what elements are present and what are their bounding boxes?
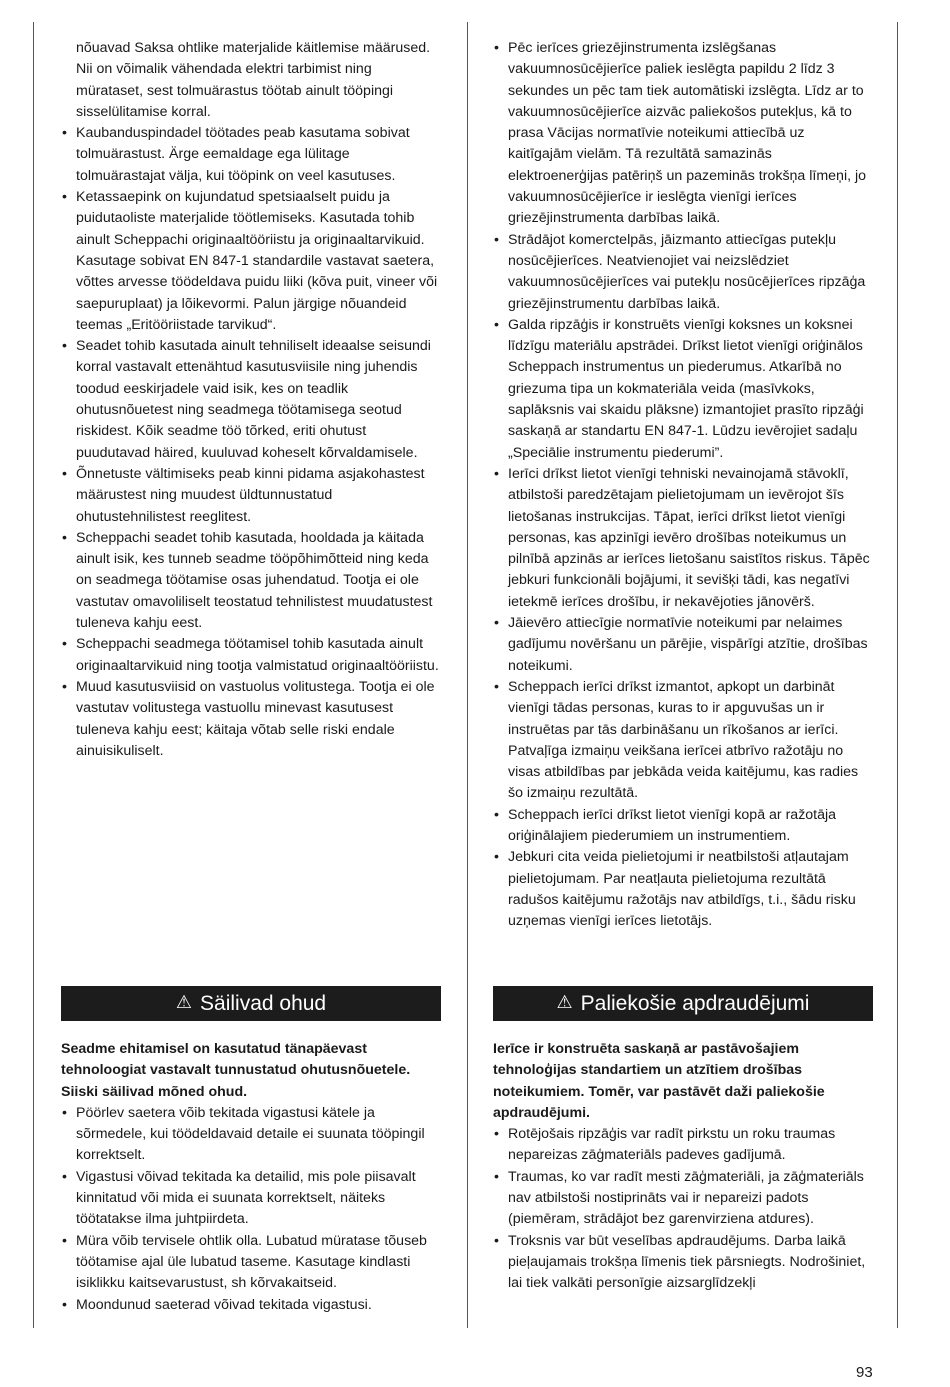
residual-risks-section-lv bbox=[493, 986, 873, 1295]
left-bullet-list bbox=[61, 123, 441, 762]
list-item: • Scheppachi seadmega töötamisel tohib kasutada ainult originaaltarvikuid ning tootja valmistatud originaaltööriistu. bbox=[61, 634, 441, 677]
list-item: • Rotējošais ripzāģis var radīt pirkstu un roku traumas nepareizas zāģmateriāls padeves gadījumā. bbox=[493, 1124, 873, 1167]
list-item: • Pēc ierīces griezējinstrumenta izslēgšanas vakuumnosūcējierīce paliek ieslēgta papildu 2 līdz 3 sekundes un pēc tam tiek automātiski izslēgta. Līdz ar to vakuumnosūcējierīce aizvāc paliekošos putekļus, kā to prasa Vācijas normatīvie noteikumi attiecībā uz kaitīgajām vielām. Tā rezultātā samazinās elektroenerģijas patēriņš un pazeminās trokšņa līmeņi, jo vakuumnosūcējierīce ir ieslēgta vienīgi ierīces griezējinstrumenta darbības laikā. bbox=[493, 38, 873, 230]
column-rule-right bbox=[897, 22, 898, 1328]
right-bullet-list bbox=[493, 38, 873, 932]
continuation-paragraph: nõuavad Saksa ohtlike materjalide käitlemise määrused. Nii on võimalik vähendada elektri tarbimist ning mürataset, sest tolmuärastus töötab ainult tööpingi sisselülitamise korral. bbox=[76, 40, 431, 120]
list-item: • Moondunud saeterad võivad tekitada vigastusi. bbox=[61, 1295, 441, 1316]
list-item: • Scheppach ierīci drīkst izmantot, apkopt un darbināt vienīgi tādas personas, kuras to ir apguvušas un ir instruētas par tās darbināšanu un rīkošanos ar ierīci. Patvaļīga izmaiņu veikšana ierīcei atbrīvo ražotāju no visas atbildības par jebkāda veida kaitējumu, kas radies šo izmaiņu rezultātā. bbox=[493, 677, 873, 805]
residual-risk-list bbox=[61, 1103, 441, 1316]
list-item: • Ierīci drīkst lietot vienīgi tehniski nevainojamā stāvoklī, atbilstoši paredzētajam pielietojumam un ievērojot šīs lietošanas instrukcijas. Tāpat, ierīci drīkst lietot vienīgi personas, kas apzinīgi ievēro drošības noteikumus un pilnībā apzinās ar ierīces lietošanu saistītos riskus. Tāpēc jebkuri funkcionāli bojājumi, it sevišķi tādi, kas negatīvi ietekmē ierīces drošību, ir nekavējoties jānovērš. bbox=[493, 464, 873, 613]
list-item: • Troksnis var būt veselības apdraudējums. Darba laikā pieļaujamais trokšņa līmenis tiek pārsniegts. Nodrošiniet, lai tiek valkāti personīgie aizsarglīdzekļi bbox=[493, 1231, 873, 1295]
list-item: • Kaubanduspindadel töötades peab kasutama sobivat tolmuärastust. Ärge eemaldage ega lülitage tolmuärastajat välja, kui tööpink on veel kasutuses. bbox=[61, 123, 441, 187]
list-item: • Õnnetuste vältimiseks peab kinni pidama asjakohastest määrustest ning muudest üldtunnustatud ohutustehnilistest reeglitest. bbox=[61, 464, 441, 528]
section-intro: Ierīce ir konstruēta saskaņā ar pastāvošajiem tehnoloģijas standartiem un atzītiem drošības noteikumiem. Tomēr, var pastāvēt daži paliekošie apdraudējumi. bbox=[493, 1041, 825, 1121]
list-item: • Strādājot komerctelpās, jāizmanto attiecīgas putekļu nosūcējierīces. Neatvienojiet vai neizslēdziet vakuumnosūcējierīces vai putekļu nosūcējierīces ripzāģa griezējinstrumentu darbības laikā. bbox=[493, 230, 873, 315]
page-number: 93 bbox=[856, 1364, 873, 1381]
list-item: • Traumas, ko var radīt mesti zāģmateriāli, ja zāģmateriāls nav atbilstoši nostiprināts vai ir nepareizi padots (piemēram, strādājot bez garenvirziena atdures). bbox=[493, 1167, 873, 1231]
list-item: • Galda ripzāģis ir konstruēts vienīgi koksnes un koksnei līdzīgu materiālu apstrādei. Drīkst lietot vienīgi oriģinālos Scheppach instrumentus un piederumus. Atkarībā no griezuma tipa un kokmateriāla veida (masīvkoks, saplāksnis vai skaidu plāksne) izmantojiet prasīto ripzāģi saskaņā ar standartu EN 847-1. Lūdzu ievērojiet sadaļu „Speciālie instrumentu piederumi”. bbox=[493, 315, 873, 464]
right-column bbox=[493, 38, 873, 932]
left-column bbox=[61, 38, 441, 762]
section-heading-banner bbox=[61, 986, 441, 1021]
list-item: • Pöörlev saetera võib tekitada vigastusi kätele ja sõrmedele, kui töödeldavaid detaile ei suunata tööpingil korrektselt. bbox=[61, 1103, 441, 1167]
column-rule-center bbox=[467, 22, 468, 1328]
list-item: • Jāievēro attiecīgie normatīvie noteikumi par nelaimes gadījumu novēršanu un pārējie, vispārīgi atzītie, drošības noteikumi. bbox=[493, 613, 873, 677]
section-intro: Seadme ehitamisel on kasutatud tänapäevast tehnoloogiat vastavalt tunnustatud ohutusnõuetele. Siiski säilivad mõned ohud. bbox=[61, 1041, 411, 1100]
residual-risk-list bbox=[493, 1124, 873, 1294]
warning-triangle-icon: ⚠ bbox=[175, 991, 193, 1012]
section-heading: Säilivad ohud bbox=[200, 991, 327, 1015]
list-item: • Vigastusi võivad tekitada ka detailid, mis pole piisavalt kinnitatud või mida ei suunata korrektselt, näiteks töötatakse ilma juhtpiirdeta. bbox=[61, 1167, 441, 1231]
list-item: • Ketassaepink on kujundatud spetsiaalselt puidu ja puidutaoliste materjalide töötlemiseks. Kasutada tohib ainult Scheppachi originaaltööriistu ja originaaltarvikuid. Kasutage sobivat EN 847-1 standardile vastavat saetera, võttes arvesse töödeldava puidu liiki (kõva puit, vineer või saepuruplaat) ja lõikevormi. Palun järgige nõuandeid teemas „Eritööriistade tarvikud“. bbox=[61, 187, 441, 336]
warning-triangle-icon: ⚠ bbox=[556, 991, 573, 1012]
column-rule-left bbox=[33, 22, 34, 1328]
residual-risks-section-et bbox=[61, 986, 441, 1316]
list-item: • Scheppach ierīci drīkst lietot vienīgi kopā ar ražotāja oriģinālajiem piederumiem un instrumentiem. bbox=[493, 805, 873, 848]
list-item: • Muud kasutusviisid on vastuolus volitustega. Tootja ei ole vastutav volitustega vastuollu minevast kasutusest tuleneva kahju eest; käitaja võtab selle riski endale ainuisikuliselt. bbox=[61, 677, 441, 762]
list-item: • Seadet tohib kasutada ainult tehniliselt ideaalse seisundi korral vastavalt ettenähtud kasutusviisile ning juhendis toodud eeskirjadele vaid isik, kes on teadlik ohutusnõuetest ning seadmega töötamisega seotud riskidest. Kõik seadme töö tõrked, eriti ohutust puudutavad häired, kuuluvad koheselt kõrvaldamisele. bbox=[61, 336, 441, 464]
list-item: • Scheppachi seadet tohib kasutada, hooldada ja käitada ainult isik, kes tunneb seadme tööpõhimõtteid ning keda on seadmega töötamise osas juhendatud. Tootja ei ole vastutav omavoliliselt teostatud tehnilistest muudatustest tuleneva kahju eest. bbox=[61, 528, 441, 634]
section-heading: Paliekošie apdraudējumi bbox=[580, 991, 810, 1015]
section-heading-banner bbox=[493, 986, 873, 1021]
list-item: • Jebkuri cita veida pielietojumi ir neatbilstoši atļautajam pielietojumam. Par neatļauta pielietojuma rezultātā radušos kaitējumu ražotājs nav atbildīgs, t.i., šādu risku uzņemas vienīgi ierīces lietotājs. bbox=[493, 847, 873, 932]
list-item: • Müra võib tervisele ohtlik olla. Lubatud müratase tõuseb töötamise ajal üle lubatud taseme. Kasutage kindlasti isiklikku kaitsevarustust, sh kõrvakaitseid. bbox=[61, 1231, 441, 1295]
